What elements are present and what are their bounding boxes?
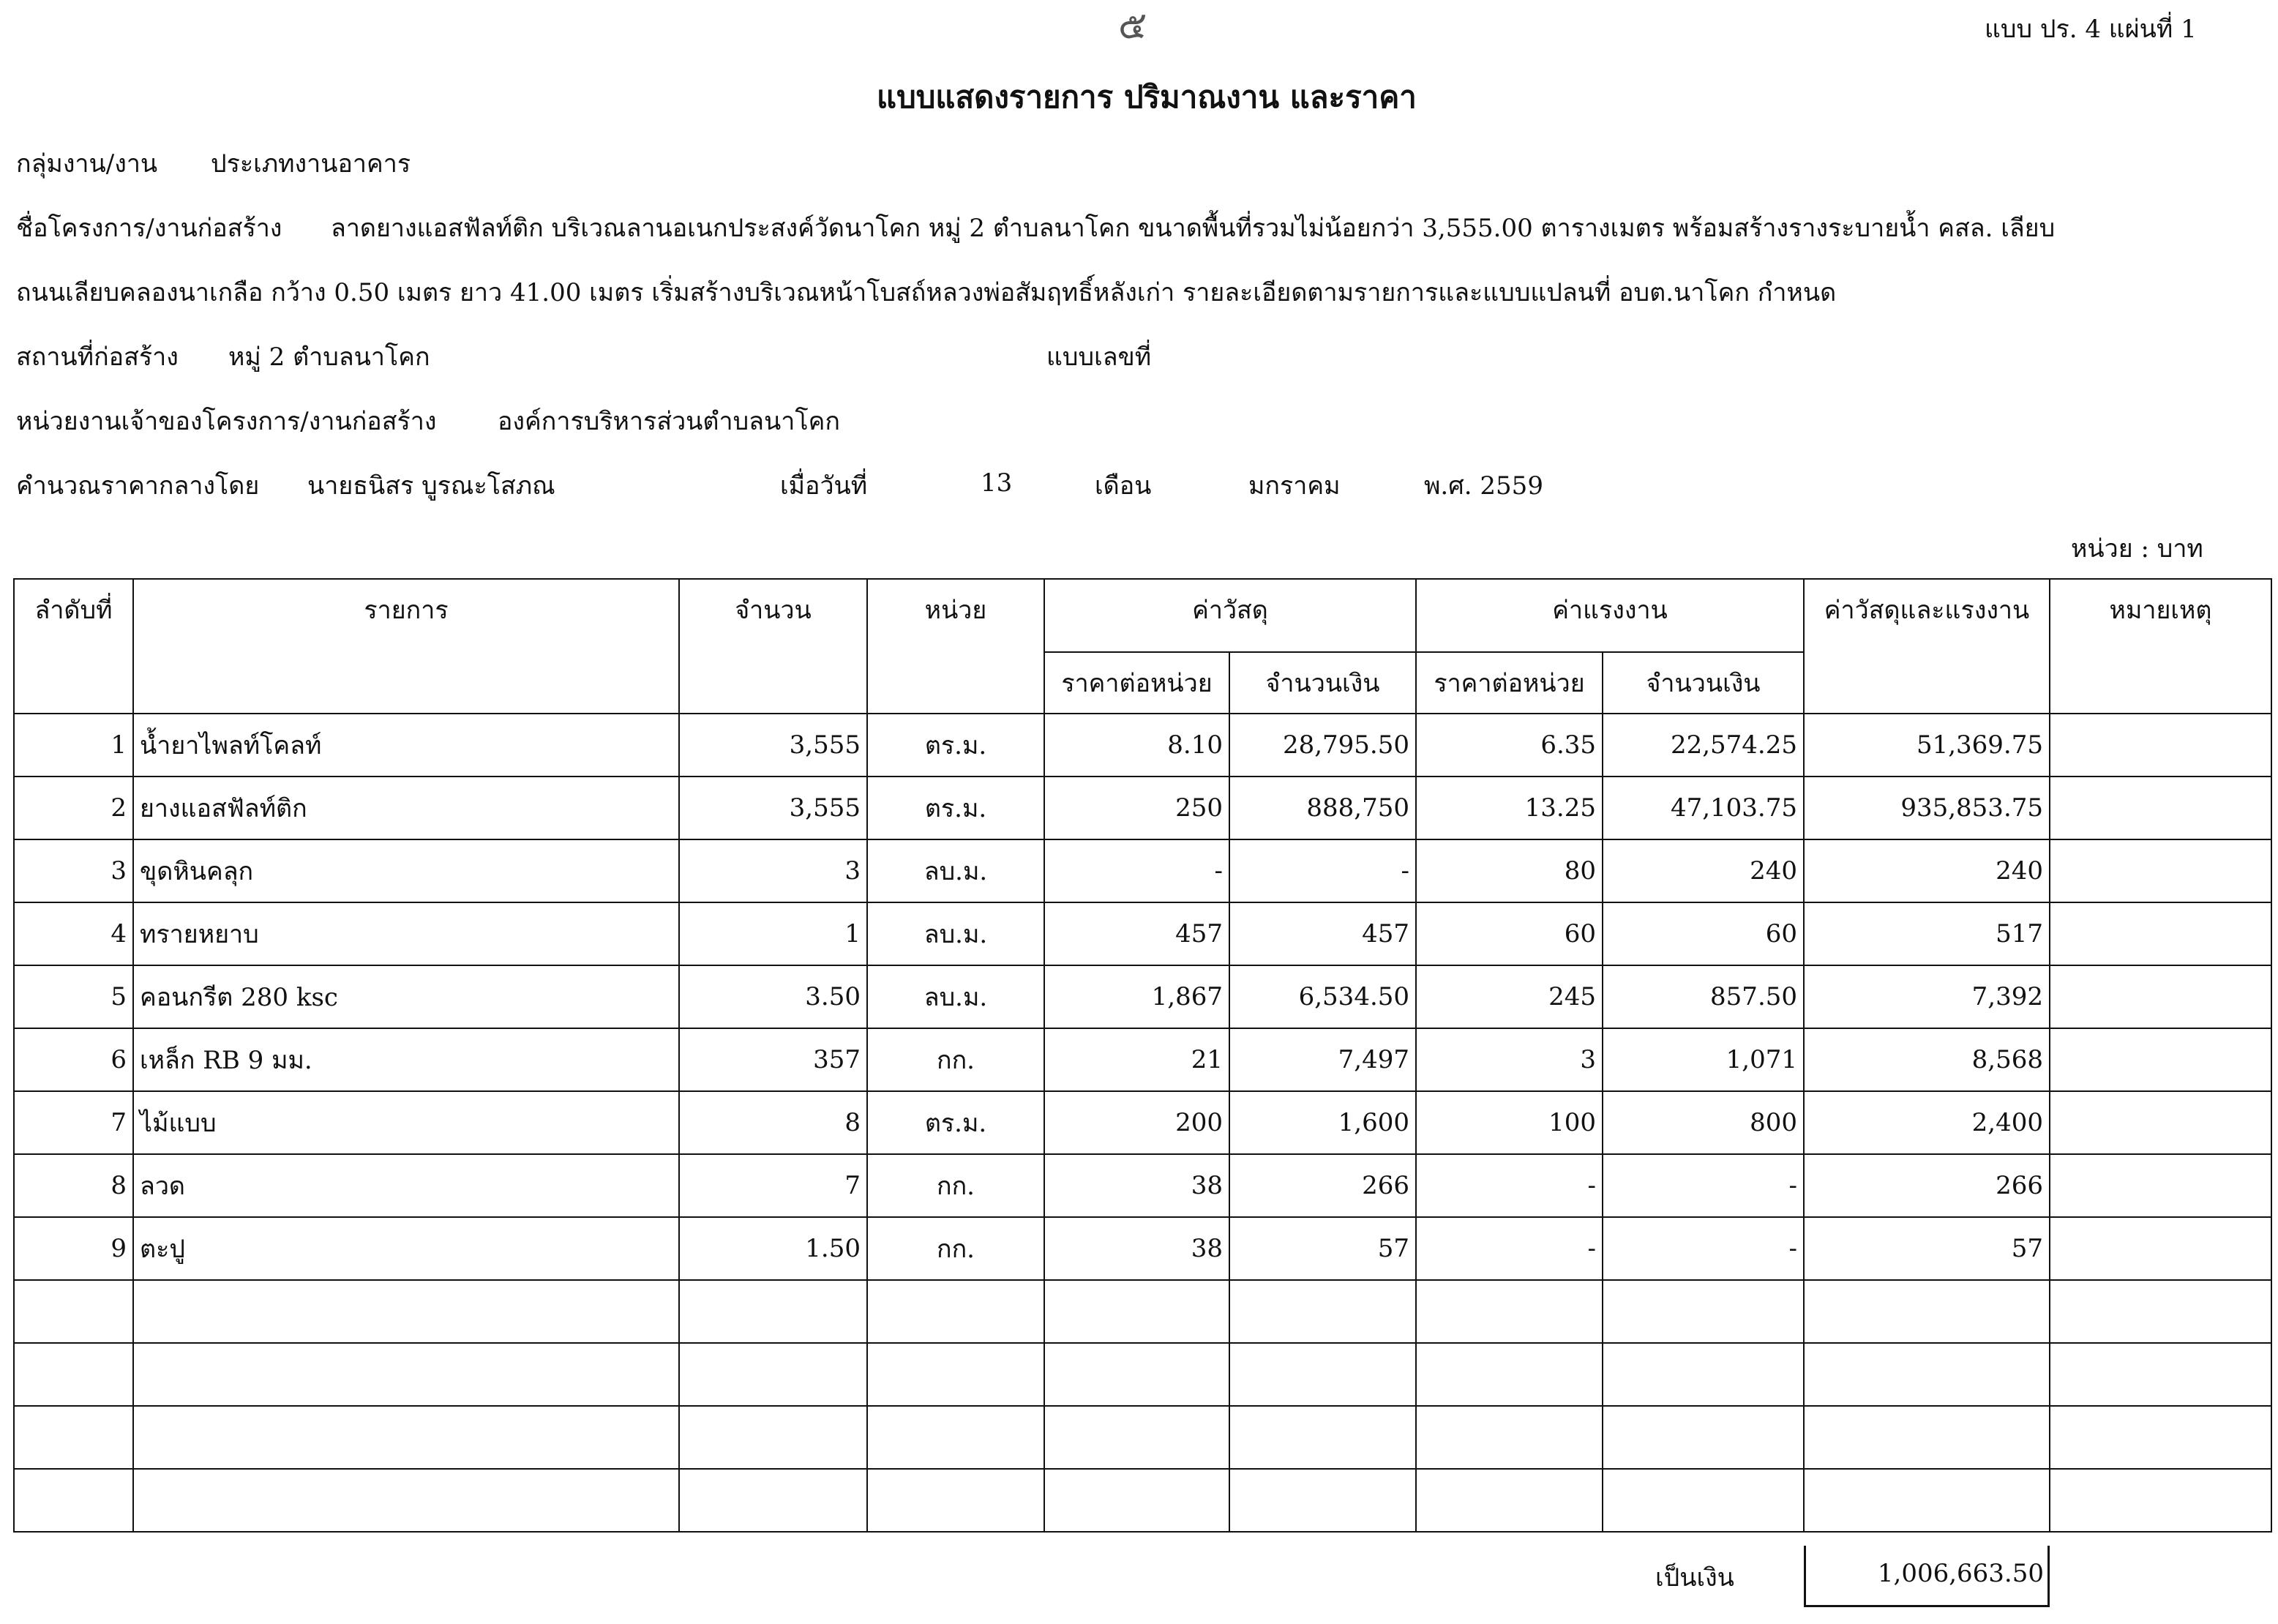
blank-cell xyxy=(1044,1280,1229,1343)
header-qty: จำนวน xyxy=(679,579,867,714)
item-name: ลวด xyxy=(133,1154,679,1217)
remark xyxy=(2050,839,2271,902)
row-number: 5 xyxy=(14,965,133,1028)
blank-cell xyxy=(1416,1406,1603,1469)
owner-label: หน่วยงานเจ้าของโครงการ/งานก่อสร้าง xyxy=(16,407,437,436)
blank-cell xyxy=(1416,1343,1603,1406)
material-amount: 7,497 xyxy=(1229,1028,1416,1091)
blank-cell xyxy=(133,1406,679,1469)
row-number: 2 xyxy=(14,777,133,839)
labor-amount: 857.50 xyxy=(1603,965,1804,1028)
unit: กก. xyxy=(867,1028,1044,1091)
labor-unit-price: - xyxy=(1416,1154,1603,1217)
blank-cell xyxy=(1229,1469,1416,1532)
total-amount: 7,392 xyxy=(1804,965,2050,1028)
item-name: ขุดหินคลุก xyxy=(133,839,679,902)
remark xyxy=(2050,777,2271,839)
blank-cell xyxy=(1229,1406,1416,1469)
labor-amount: 800 xyxy=(1603,1091,1804,1154)
total-amount: 240 xyxy=(1804,839,2050,902)
site-label: สถานที่ก่อสร้าง xyxy=(16,343,179,372)
unit: กก. xyxy=(867,1154,1044,1217)
row-number: 6 xyxy=(14,1028,133,1091)
labor-amount: 1,071 xyxy=(1603,1028,1804,1091)
table-body xyxy=(14,714,2271,1532)
remark xyxy=(2050,965,2271,1028)
table-row xyxy=(14,777,2271,839)
total-amount: 8,568 xyxy=(1804,1028,2050,1091)
item-name: น้ำยาไพลท์โคลท์ xyxy=(133,714,679,777)
unit: ลบ.ม. xyxy=(867,902,1044,965)
table-row xyxy=(14,1091,2271,1154)
blank-cell xyxy=(14,1343,133,1406)
estimator-label: คำนวณราคากลางโดย xyxy=(16,471,260,501)
header-no: ลำดับที่ xyxy=(14,579,133,714)
quantity: 1.50 xyxy=(679,1217,867,1280)
labor-unit-price: 80 xyxy=(1416,839,1603,902)
material-unit-price: 38 xyxy=(1044,1154,1229,1217)
quantity: 3,555 xyxy=(679,714,867,777)
table-row xyxy=(14,714,2271,777)
month-label: เดือน xyxy=(1095,471,1152,501)
labor-amount: - xyxy=(1603,1217,1804,1280)
grand-total-value: 1,006,663.50 xyxy=(1877,1559,2044,1588)
item-name: ทรายหยาบ xyxy=(133,902,679,965)
date-month: มกราคม xyxy=(1248,471,1341,501)
material-amount: 457 xyxy=(1229,902,1416,965)
quantity: 357 xyxy=(679,1028,867,1091)
material-unit-price: 21 xyxy=(1044,1028,1229,1091)
item-name: ยางแอสฟัลท์ติก xyxy=(133,777,679,839)
grand-total-label: เป็นเงิน xyxy=(1655,1563,1734,1593)
remark xyxy=(2050,1217,2271,1280)
date-year: พ.ศ. 2559 xyxy=(1424,471,1543,501)
blank-cell xyxy=(2050,1406,2271,1469)
table-row xyxy=(14,902,2271,965)
item-name: เหล็ก RB 9 มม. xyxy=(133,1028,679,1091)
material-amount: 28,795.50 xyxy=(1229,714,1416,777)
blank-cell xyxy=(867,1280,1044,1343)
row-number: 1 xyxy=(14,714,133,777)
material-unit-price: 200 xyxy=(1044,1091,1229,1154)
owner-value: องค์การบริหารส่วนตำบลนาโคก xyxy=(498,407,840,436)
labor-amount: 240 xyxy=(1603,839,1804,902)
labor-unit-price: 100 xyxy=(1416,1091,1603,1154)
total-amount: 57 xyxy=(1804,1217,2050,1280)
blank-cell xyxy=(133,1469,679,1532)
row-number: 7 xyxy=(14,1091,133,1154)
blank-cell xyxy=(1603,1469,1804,1532)
project-label: ชื่อโครงการ/งานก่อสร้าง xyxy=(16,214,282,243)
labor-amount: - xyxy=(1603,1154,1804,1217)
header-labor: ค่าแรงงาน xyxy=(1416,579,1804,652)
total-amount: 935,853.75 xyxy=(1804,777,2050,839)
blank-cell xyxy=(1804,1406,2050,1469)
quantity: 1 xyxy=(679,902,867,965)
remark xyxy=(2050,1091,2271,1154)
blank-row xyxy=(14,1343,2271,1406)
blank-cell xyxy=(133,1280,679,1343)
remark xyxy=(2050,1154,2271,1217)
labor-unit-price: - xyxy=(1416,1217,1603,1280)
material-unit-price: 38 xyxy=(1044,1217,1229,1280)
labor-unit-price: 6.35 xyxy=(1416,714,1603,777)
material-amount: 57 xyxy=(1229,1217,1416,1280)
material-amount: 888,750 xyxy=(1229,777,1416,839)
unit: ลบ.ม. xyxy=(867,965,1044,1028)
material-amount: 266 xyxy=(1229,1154,1416,1217)
blank-cell xyxy=(14,1280,133,1343)
labor-amount: 60 xyxy=(1603,902,1804,965)
remark xyxy=(2050,902,2271,965)
page-title: แบบแสดงรายการ ปริมาณงาน และราคา xyxy=(877,79,1417,115)
material-unit-price: - xyxy=(1044,839,1229,902)
table-row xyxy=(14,839,2271,902)
material-unit-price: 457 xyxy=(1044,902,1229,965)
blank-cell xyxy=(679,1343,867,1406)
blank-cell xyxy=(867,1469,1044,1532)
material-amount: - xyxy=(1229,839,1416,902)
blank-cell xyxy=(1229,1343,1416,1406)
row-number: 9 xyxy=(14,1217,133,1280)
blank-row xyxy=(14,1469,2271,1532)
blank-cell xyxy=(1603,1280,1804,1343)
quantity: 3.50 xyxy=(679,965,867,1028)
labor-unit-price: 60 xyxy=(1416,902,1603,965)
blank-cell xyxy=(2050,1343,2271,1406)
unit-note: หน่วย : บาท xyxy=(2071,534,2203,564)
labor-unit-price: 13.25 xyxy=(1416,777,1603,839)
header-item: รายการ xyxy=(133,579,679,714)
labor-amount: 22,574.25 xyxy=(1603,714,1804,777)
blank-cell xyxy=(1044,1343,1229,1406)
item-name: ไม้แบบ xyxy=(133,1091,679,1154)
plan-number-label: แบบเลขที่ xyxy=(1046,343,1152,372)
unit: ลบ.ม. xyxy=(867,839,1044,902)
page-mark: ๕ xyxy=(1118,4,1147,48)
work-group-label: กลุ่มงาน/งาน xyxy=(16,149,158,179)
blank-cell xyxy=(14,1469,133,1532)
header-material: ค่าวัสดุ xyxy=(1044,579,1416,652)
blank-cell xyxy=(1416,1280,1603,1343)
unit: ตร.ม. xyxy=(867,714,1044,777)
remark xyxy=(2050,714,2271,777)
row-number: 4 xyxy=(14,902,133,965)
blank-cell xyxy=(1044,1469,1229,1532)
table-row xyxy=(14,1217,2271,1280)
total-amount: 266 xyxy=(1804,1154,2050,1217)
quantity: 7 xyxy=(679,1154,867,1217)
blank-cell xyxy=(1804,1280,2050,1343)
blank-cell xyxy=(14,1406,133,1469)
blank-cell xyxy=(1416,1469,1603,1532)
header-labor-unit-price: ราคาต่อหน่วย xyxy=(1416,652,1603,714)
row-number: 3 xyxy=(14,839,133,902)
table-row xyxy=(14,965,2271,1028)
blank-cell xyxy=(2050,1469,2271,1532)
quantity: 8 xyxy=(679,1091,867,1154)
item-name: ตะปู xyxy=(133,1217,679,1280)
material-amount: 6,534.50 xyxy=(1229,965,1416,1028)
labor-unit-price: 3 xyxy=(1416,1028,1603,1091)
header-remark: หมายเหตุ xyxy=(2050,579,2271,714)
header-material-amount: จำนวนเงิน xyxy=(1229,652,1416,714)
material-unit-price: 250 xyxy=(1044,777,1229,839)
site-value: หมู่ 2 ตำบลนาโคก xyxy=(228,343,430,372)
header-unit: หน่วย xyxy=(867,579,1044,714)
project-line-2: ถนนเลียบคลองนาเกลือ กว้าง 0.50 เมตร ยาว 41.00 เมตร เริ่มสร้างบริเวณหน้าโบสถ์หลวงพ่อสัมฤทธิ์หลังเก่า รายละเอียดตามรายการและแบบแปลนที่ อบต.นาโคก กำหนด xyxy=(16,278,1837,307)
total-amount: 51,369.75 xyxy=(1804,714,2050,777)
labor-amount: 47,103.75 xyxy=(1603,777,1804,839)
blank-cell xyxy=(679,1280,867,1343)
work-group-value: ประเภทงานอาคาร xyxy=(211,149,411,179)
item-name: คอนกรีต 280 ksc xyxy=(133,965,679,1028)
material-unit-price: 1,867 xyxy=(1044,965,1229,1028)
unit: กก. xyxy=(867,1217,1044,1280)
header-labor-amount: จำนวนเงิน xyxy=(1603,652,1804,714)
form-id: แบบ ปร. 4 แผ่นที่ 1 xyxy=(1985,15,2197,44)
table-row xyxy=(14,1154,2271,1217)
project-line-1: ลาดยางแอสฟัลท์ติก บริเวณลานอเนกประสงค์วัดนาโคก หมู่ 2 ตำบลนาโคก ขนาดพื้นที่รวมไม่น้อยกว่า 3,555.00 ตารางเมตร พร้อมสร้างรางระบายน้ำ คสล. เลียบ xyxy=(331,214,2056,243)
blank-cell xyxy=(1804,1343,2050,1406)
header-material-unit-price: ราคาต่อหน่วย xyxy=(1044,652,1229,714)
total-amount: 2,400 xyxy=(1804,1091,2050,1154)
date-label: เมื่อวันที่ xyxy=(780,471,868,501)
row-number: 8 xyxy=(14,1154,133,1217)
blank-cell xyxy=(1229,1280,1416,1343)
unit: ตร.ม. xyxy=(867,1091,1044,1154)
blank-cell xyxy=(867,1406,1044,1469)
blank-cell xyxy=(1044,1406,1229,1469)
quantity: 3 xyxy=(679,839,867,902)
blank-cell xyxy=(2050,1280,2271,1343)
blank-cell xyxy=(679,1406,867,1469)
header-total: ค่าวัสดุและแรงงาน xyxy=(1804,579,2050,714)
labor-unit-price: 245 xyxy=(1416,965,1603,1028)
date-day: 13 xyxy=(981,468,1013,498)
price-table xyxy=(13,578,2272,1533)
total-amount: 517 xyxy=(1804,902,2050,965)
blank-cell xyxy=(679,1469,867,1532)
blank-row xyxy=(14,1280,2271,1343)
remark xyxy=(2050,1028,2271,1091)
blank-cell xyxy=(1603,1343,1804,1406)
unit: ตร.ม. xyxy=(867,777,1044,839)
estimator-name: นายธนิสร บูรณะโสภณ xyxy=(307,471,555,501)
table-row xyxy=(14,1028,2271,1091)
material-amount: 1,600 xyxy=(1229,1091,1416,1154)
blank-cell xyxy=(867,1343,1044,1406)
blank-cell xyxy=(1804,1469,2050,1532)
material-unit-price: 8.10 xyxy=(1044,714,1229,777)
blank-row xyxy=(14,1406,2271,1469)
blank-cell xyxy=(1603,1406,1804,1469)
blank-cell xyxy=(133,1343,679,1406)
quantity: 3,555 xyxy=(679,777,867,839)
